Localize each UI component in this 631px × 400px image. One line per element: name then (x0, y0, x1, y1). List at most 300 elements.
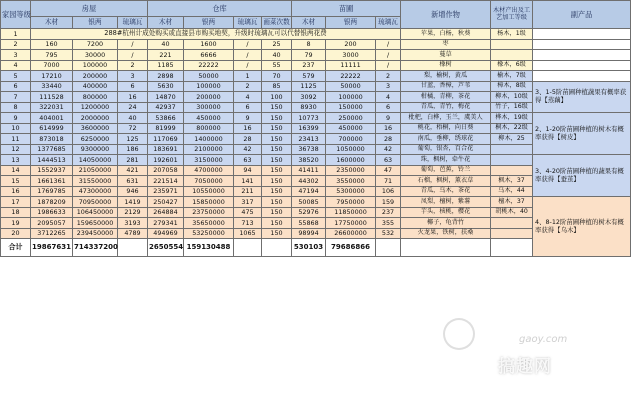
orchard-silver-cell: 11850000 (326, 207, 376, 218)
warehouse-silver-cell: 6666 (184, 50, 234, 61)
level-1-note: 288#杭州计成处购买或直接县市购买地契，升级时琉璃瓦可以代替银两花费 (31, 29, 401, 40)
level-cell: 13 (1, 155, 31, 166)
house-silver-cell: 2000000 (73, 113, 118, 124)
orchard-wood-cell: 23413 (292, 134, 326, 145)
crop-cell: 葡萄，银杏，百合花 (401, 144, 491, 155)
house-wood-cell: 1377685 (31, 144, 73, 155)
warehouse-cook-cell: 25 (262, 39, 292, 50)
watermark-brand: 搞趣网 (498, 357, 552, 377)
warehouse-wood-cell: 192601 (148, 155, 184, 166)
level-cell: 3 (1, 50, 31, 61)
house-wood-cell: 1769785 (31, 186, 73, 197)
house-silver-cell: 1200000 (73, 102, 118, 113)
warehouse-cook-cell: 150 (262, 207, 292, 218)
orchard-wood-cell: 47194 (292, 186, 326, 197)
house-wood-cell: 1878209 (31, 197, 73, 208)
level-cell: 2 (1, 39, 31, 50)
house-wood-cell: 404001 (31, 113, 73, 124)
crop-cell: 甘蓝，香樟，芦苇 (401, 81, 491, 92)
table-row (1, 60, 631, 71)
crop-cell: 橡树 (401, 60, 491, 71)
crop-cell: 葡萄，芭蕉，铃兰 (401, 165, 491, 176)
orchard-glass-cell: 106 (376, 186, 401, 197)
header-house-silver: 银两 (73, 17, 118, 29)
header-orchard: 苗圃 (292, 1, 401, 17)
header-warehouse-glass: 琉璃瓦 (234, 17, 262, 29)
header-house-wood: 木材 (31, 17, 73, 29)
warehouse-wood-cell: 207058 (148, 165, 184, 176)
warehouse-silver-cell: 2100000 (184, 144, 234, 155)
wood-cell: 乌木，44 (491, 186, 533, 197)
wood-cell (491, 50, 533, 61)
wood-cell: 胡桃木，40 (491, 207, 533, 218)
byproduct-note-2: 2、1-20阶苗圃种植的树木有概率获得【树皮】 (533, 113, 631, 155)
warehouse-silver-cell: 1600 (184, 39, 234, 50)
byproduct-empty-cell (533, 50, 631, 61)
orchard-silver-cell: 250000 (326, 113, 376, 124)
warehouse-silver-cell: 200000 (184, 92, 234, 103)
warehouse-glass-cell: 2 (234, 81, 262, 92)
orchard-wood-cell: 50085 (292, 197, 326, 208)
warehouse-cook-cell: 40 (262, 50, 292, 61)
house-wood-cell: 111528 (31, 92, 73, 103)
orchard-glass-cell: 6 (376, 102, 401, 113)
wood-cell: 柳木，25 (491, 134, 533, 145)
warehouse-wood-cell: 42937 (148, 102, 184, 113)
warehouse-glass-cell: 42 (234, 144, 262, 155)
house-wood-cell: 795 (31, 50, 73, 61)
warehouse-glass-cell: / (234, 39, 262, 50)
house-wood-cell: 17210 (31, 71, 73, 82)
warehouse-glass-cell: 94 (234, 165, 262, 176)
total-warehouse-glass (234, 239, 262, 257)
house-silver-cell: 9300000 (73, 144, 118, 155)
level-cell: 15 (1, 176, 31, 187)
wood-cell: 橡木，6级 (491, 60, 533, 71)
orchard-wood-cell: 10773 (292, 113, 326, 124)
house-wood-cell: 322031 (31, 102, 73, 113)
house-glass-cell: 2129 (118, 207, 148, 218)
wood-cell (491, 218, 533, 229)
house-silver-cell: 159650000 (73, 218, 118, 229)
crop-cell: 梨，榆树，黄瓜 (401, 71, 491, 82)
orchard-glass-cell: 42 (376, 144, 401, 155)
level-cell: 17 (1, 197, 31, 208)
warehouse-glass-cell: 1065 (234, 228, 262, 239)
crop-cell: 青瓜，青竹，梅花 (401, 102, 491, 113)
wood-cell: 桦木，19级 (491, 113, 533, 124)
house-silver-cell: 21050000 (73, 165, 118, 176)
level-cell: 5 (1, 71, 31, 82)
wood-cell: 柳木，10级 (491, 92, 533, 103)
warehouse-glass-cell: 211 (234, 186, 262, 197)
level-cell: 18 (1, 207, 31, 218)
warehouse-glass-cell: 9 (234, 113, 262, 124)
level-cell: 4 (1, 60, 31, 71)
house-glass-cell: 3193 (118, 218, 148, 229)
orchard-silver-cell: 26600000 (326, 228, 376, 239)
total-orchard-silver: 79686866 (326, 239, 376, 257)
wood-cell: 枫木，37 (491, 176, 533, 187)
header-warehouse-wood: 木材 (148, 17, 184, 29)
orchard-wood-cell: 579 (292, 71, 326, 82)
byproduct-note-1: 3、1-5阶苗圃种植蔬果有概率获得【蒸藕】 (533, 81, 631, 113)
crop-cell: 青瓜，乌木，茶花 (401, 186, 491, 197)
warehouse-silver-cell: 100000 (184, 81, 234, 92)
orchard-silver-cell: 22222 (326, 71, 376, 82)
house-glass-cell: 40 (118, 113, 148, 124)
house-glass-cell: 3 (118, 71, 148, 82)
orchard-wood-cell: 8930 (292, 102, 326, 113)
table-row (1, 81, 631, 92)
orchard-wood-cell: 98994 (292, 228, 326, 239)
crop-cell: 火龙果，铁树，扶桑 (401, 228, 491, 239)
table-row (1, 155, 631, 166)
house-silver-cell: 47300000 (73, 186, 118, 197)
total-orchard-glass (376, 239, 401, 257)
house-silver-cell: 31550000 (73, 176, 118, 187)
warehouse-cook-cell: 85 (262, 81, 292, 92)
orchard-glass-cell: 237 (376, 207, 401, 218)
header-new-crop: 新增作物 (401, 1, 491, 29)
house-glass-cell: 421 (118, 165, 148, 176)
level-cell: 1 (1, 29, 31, 40)
orchard-silver-cell: 3550000 (326, 176, 376, 187)
crop-cell: 柑橘，青柳，茶花 (401, 92, 491, 103)
orchard-wood-cell: 3092 (292, 92, 326, 103)
warehouse-silver-cell: 4700000 (184, 165, 234, 176)
header-orchard-glass: 琉璃瓦 (376, 17, 401, 29)
warehouse-wood-cell: 53866 (148, 113, 184, 124)
orchard-glass-cell: 47 (376, 165, 401, 176)
house-silver-cell: 200000 (73, 71, 118, 82)
total-house-silver: 714337200 (73, 239, 118, 257)
header-wood-output: 木材产出及工艺加工等级 (491, 1, 533, 29)
table-row (1, 113, 631, 124)
byproduct-empty-cell (533, 71, 631, 82)
warehouse-cook-cell: 150 (262, 155, 292, 166)
warehouse-glass-cell: 6 (234, 102, 262, 113)
warehouse-wood-cell: 117069 (148, 134, 184, 145)
house-silver-cell: 106450000 (73, 207, 118, 218)
warehouse-silver-cell: 450000 (184, 113, 234, 124)
warehouse-wood-cell: 183691 (148, 144, 184, 155)
header-orchard-wood: 木材 (292, 17, 326, 29)
house-glass-cell: 1419 (118, 197, 148, 208)
wood-cell: 榆木，7级 (491, 71, 533, 82)
house-wood-cell: 1552937 (31, 165, 73, 176)
total-warehouse-silver: 159130488 (184, 239, 234, 257)
crop-cell: 桃花，梧桐，向日葵 (401, 123, 491, 134)
house-glass-cell: 4789 (118, 228, 148, 239)
warehouse-wood-cell: 5630 (148, 81, 184, 92)
house-wood-cell: 160 (31, 39, 73, 50)
house-silver-cell: 3600000 (73, 123, 118, 134)
level-cell: 8 (1, 102, 31, 113)
house-glass-cell: 281 (118, 155, 148, 166)
wood-cell (491, 39, 533, 50)
orchard-wood-cell: 44302 (292, 176, 326, 187)
orchard-wood-cell: 55868 (292, 218, 326, 229)
header-house: 房屋 (31, 1, 148, 17)
crop-cell: 枣 (401, 39, 491, 50)
warehouse-wood-cell: 264884 (148, 207, 184, 218)
warehouse-silver-cell: 10550000 (184, 186, 234, 197)
house-glass-cell: 2 (118, 60, 148, 71)
orchard-glass-cell: 63 (376, 155, 401, 166)
orchard-glass-cell: 532 (376, 228, 401, 239)
house-wood-cell: 873018 (31, 134, 73, 145)
house-wood-cell: 1661361 (31, 176, 73, 187)
orchard-glass-cell: 2 (376, 71, 401, 82)
warehouse-cook-cell: 150 (262, 144, 292, 155)
level-cell: 9 (1, 113, 31, 124)
warehouse-wood-cell: 250427 (148, 197, 184, 208)
orchard-glass-cell: 159 (376, 197, 401, 208)
byproduct-empty-cell (533, 29, 631, 40)
level-cell: 10 (1, 123, 31, 134)
header-warehouse-cook: 画菜次数 (262, 17, 292, 29)
house-glass-cell: 125 (118, 134, 148, 145)
warehouse-glass-cell: / (234, 60, 262, 71)
orchard-glass-cell: 4 (376, 92, 401, 103)
header-byproduct: 副产品 (533, 1, 631, 29)
orchard-glass-cell: / (376, 60, 401, 71)
warehouse-cook-cell: 150 (262, 218, 292, 229)
total-house-glass (118, 239, 148, 257)
house-glass-cell: 6 (118, 81, 148, 92)
level-cell: 6 (1, 81, 31, 92)
warehouse-cook-cell: 150 (262, 123, 292, 134)
wood-cell: 杨木，1级 (491, 29, 533, 40)
total-warehouse-wood: 2650554 (148, 239, 184, 257)
warehouse-silver-cell: 15850000 (184, 197, 234, 208)
warehouse-glass-cell: 317 (234, 197, 262, 208)
house-silver-cell: 100000 (73, 60, 118, 71)
crop-cell: 苹果，白杨，秋葵 (401, 29, 491, 40)
header-warehouse: 仓库 (148, 1, 292, 17)
orchard-glass-cell: 3 (376, 81, 401, 92)
wood-cell (491, 144, 533, 155)
level-cell: 16 (1, 186, 31, 197)
total-orchard-wood: 530103 (292, 239, 326, 257)
house-wood-cell: 2095057 (31, 218, 73, 229)
header-house-glass: 琉璃瓦 (118, 17, 148, 29)
table-row (1, 71, 631, 82)
level-cell: 19 (1, 218, 31, 229)
orchard-silver-cell: 1600000 (326, 155, 376, 166)
orchard-silver-cell: 150000 (326, 102, 376, 113)
orchard-wood-cell: 41411 (292, 165, 326, 176)
warehouse-cook-cell: 150 (262, 228, 292, 239)
house-glass-cell: 16 (118, 92, 148, 103)
orchard-glass-cell: 355 (376, 218, 401, 229)
crop-cell: 椰子，龟背竹 (401, 218, 491, 229)
wood-cell: 桐木，22级 (491, 123, 533, 134)
warehouse-cook-cell: 70 (262, 71, 292, 82)
orchard-silver-cell: 5300000 (326, 186, 376, 197)
warehouse-cook-cell: 150 (262, 186, 292, 197)
orchard-silver-cell: 450000 (326, 123, 376, 134)
orchard-silver-cell: 11111 (326, 60, 376, 71)
house-glass-cell: 631 (118, 176, 148, 187)
orchard-wood-cell: 8 (292, 39, 326, 50)
house-wood-cell: 1986633 (31, 207, 73, 218)
orchard-silver-cell: 1050000 (326, 144, 376, 155)
level-cell: 20 (1, 228, 31, 239)
warehouse-silver-cell: 23750000 (184, 207, 234, 218)
warehouse-glass-cell: 475 (234, 207, 262, 218)
warehouse-wood-cell: 221514 (148, 176, 184, 187)
warehouse-cook-cell: 150 (262, 102, 292, 113)
house-silver-cell: 7200 (73, 39, 118, 50)
warehouse-silver-cell: 53250000 (184, 228, 234, 239)
house-glass-cell: / (118, 50, 148, 61)
warehouse-wood-cell: 2898 (148, 71, 184, 82)
orchard-silver-cell: 2350000 (326, 165, 376, 176)
orchard-wood-cell: 79 (292, 50, 326, 61)
orchard-wood-cell: 1125 (292, 81, 326, 92)
total-crop-empty (401, 239, 491, 257)
orchard-silver-cell: 3000 (326, 50, 376, 61)
orchard-wood-cell: 237 (292, 60, 326, 71)
house-wood-cell: 3712265 (31, 228, 73, 239)
level-cell: 14 (1, 165, 31, 176)
house-silver-cell: 70950000 (73, 197, 118, 208)
house-silver-cell: 800000 (73, 92, 118, 103)
warehouse-cook-cell: 150 (262, 134, 292, 145)
orchard-glass-cell: / (376, 39, 401, 50)
house-silver-cell: 239450000 (73, 228, 118, 239)
warehouse-wood-cell: 494969 (148, 228, 184, 239)
house-glass-cell: / (118, 39, 148, 50)
table-row (1, 50, 631, 61)
table-row (1, 29, 631, 40)
orchard-silver-cell: 200 (326, 39, 376, 50)
wood-cell (491, 228, 533, 239)
total-warehouse-cook (262, 239, 292, 257)
wood-cell: 竹子，16级 (491, 102, 533, 113)
warehouse-glass-cell: 4 (234, 92, 262, 103)
house-silver-cell: 400000 (73, 81, 118, 92)
house-silver-cell: 14050000 (73, 155, 118, 166)
crop-cell: 芋头，核桃，樱花 (401, 207, 491, 218)
warehouse-silver-cell: 35650000 (184, 218, 234, 229)
orchard-wood-cell: 16399 (292, 123, 326, 134)
header-row-1 (1, 1, 631, 17)
crop-cell: 枇杷，白桦，玉兰，虞美人 (401, 113, 491, 124)
level-cell: 12 (1, 144, 31, 155)
warehouse-glass-cell: / (234, 50, 262, 61)
house-glass-cell: 946 (118, 186, 148, 197)
crop-cell: 石榴，枫树，薰衣草 (401, 176, 491, 187)
warehouse-cook-cell: 100 (262, 92, 292, 103)
warehouse-silver-cell: 1400000 (184, 134, 234, 145)
warehouse-cook-cell: 55 (262, 60, 292, 71)
crop-cell: 凤梨，檀树，紫薯 (401, 197, 491, 208)
orchard-glass-cell: 71 (376, 176, 401, 187)
warehouse-glass-cell: 63 (234, 155, 262, 166)
orchard-silver-cell: 17750000 (326, 218, 376, 229)
warehouse-wood-cell: 81999 (148, 123, 184, 134)
byproduct-empty-cell (533, 60, 631, 71)
house-silver-cell: 6250000 (73, 134, 118, 145)
warehouse-silver-cell: 7050000 (184, 176, 234, 187)
warehouse-glass-cell: 1 (234, 71, 262, 82)
orchard-wood-cell: 52976 (292, 207, 326, 218)
orchard-silver-cell: 7950000 (326, 197, 376, 208)
warehouse-glass-cell: 713 (234, 218, 262, 229)
warehouse-wood-cell: 14870 (148, 92, 184, 103)
table-row (1, 39, 631, 50)
wood-cell (491, 165, 533, 176)
level-cell: 7 (1, 92, 31, 103)
house-silver-cell: 30000 (73, 50, 118, 61)
house-wood-cell: 614999 (31, 123, 73, 134)
orchard-silver-cell: 50000 (326, 81, 376, 92)
warehouse-cook-cell: 150 (262, 197, 292, 208)
total-wood-empty (491, 239, 533, 257)
watermark-logo-icon (443, 318, 475, 350)
total-house-wood: 19867631 (31, 239, 73, 257)
warehouse-wood-cell: 279341 (148, 218, 184, 229)
wood-cell: 樟木，8级 (491, 81, 533, 92)
byproduct-note-3: 3、4-20阶苗圃种植的蔬果有概率获得【蚕茧】 (533, 155, 631, 197)
warehouse-cook-cell: 150 (262, 165, 292, 176)
warehouse-wood-cell: 221 (148, 50, 184, 61)
warehouse-silver-cell: 3150000 (184, 155, 234, 166)
orchard-silver-cell: 100000 (326, 92, 376, 103)
house-glass-cell: 72 (118, 123, 148, 134)
orchard-glass-cell: 28 (376, 134, 401, 145)
orchard-glass-cell: 16 (376, 123, 401, 134)
warehouse-wood-cell: 40 (148, 39, 184, 50)
wood-cell (491, 155, 533, 166)
orchard-silver-cell: 700000 (326, 134, 376, 145)
total-label: 合计 (1, 239, 31, 257)
table-row (1, 197, 631, 208)
warehouse-silver-cell: 300000 (184, 102, 234, 113)
orchard-glass-cell: 9 (376, 113, 401, 124)
wood-cell: 檀木，37 (491, 197, 533, 208)
warehouse-silver-cell: 22222 (184, 60, 234, 71)
byproduct-empty-cell (533, 39, 631, 50)
house-glass-cell: 186 (118, 144, 148, 155)
warehouse-glass-cell: 16 (234, 123, 262, 134)
house-wood-cell: 1444513 (31, 155, 73, 166)
crop-cell: 南瓜，垂柳，绣球花 (401, 134, 491, 145)
warehouse-glass-cell: 28 (234, 134, 262, 145)
header-level: 家园等级 (1, 1, 31, 29)
crop-cell: 珠，枫树，牵牛花 (401, 155, 491, 166)
table-body (1, 29, 631, 257)
warehouse-glass-cell: 141 (234, 176, 262, 187)
watermark-site: gaoy.com (519, 334, 568, 345)
house-glass-cell: 24 (118, 102, 148, 113)
warehouse-silver-cell: 50000 (184, 71, 234, 82)
orchard-glass-cell: / (376, 50, 401, 61)
warehouse-wood-cell: 1185 (148, 60, 184, 71)
house-wood-cell: 7000 (31, 60, 73, 71)
level-cell: 11 (1, 134, 31, 145)
warehouse-cook-cell: 150 (262, 176, 292, 187)
header-warehouse-silver: 银两 (184, 17, 234, 29)
byproduct-note-4: 4、8-12阶苗圃种植的树木有概率获得【乌木】 (533, 197, 631, 257)
orchard-wood-cell: 36738 (292, 144, 326, 155)
header-orchard-silver: 银两 (326, 17, 376, 29)
warehouse-wood-cell: 235971 (148, 186, 184, 197)
warehouse-silver-cell: 800000 (184, 123, 234, 134)
